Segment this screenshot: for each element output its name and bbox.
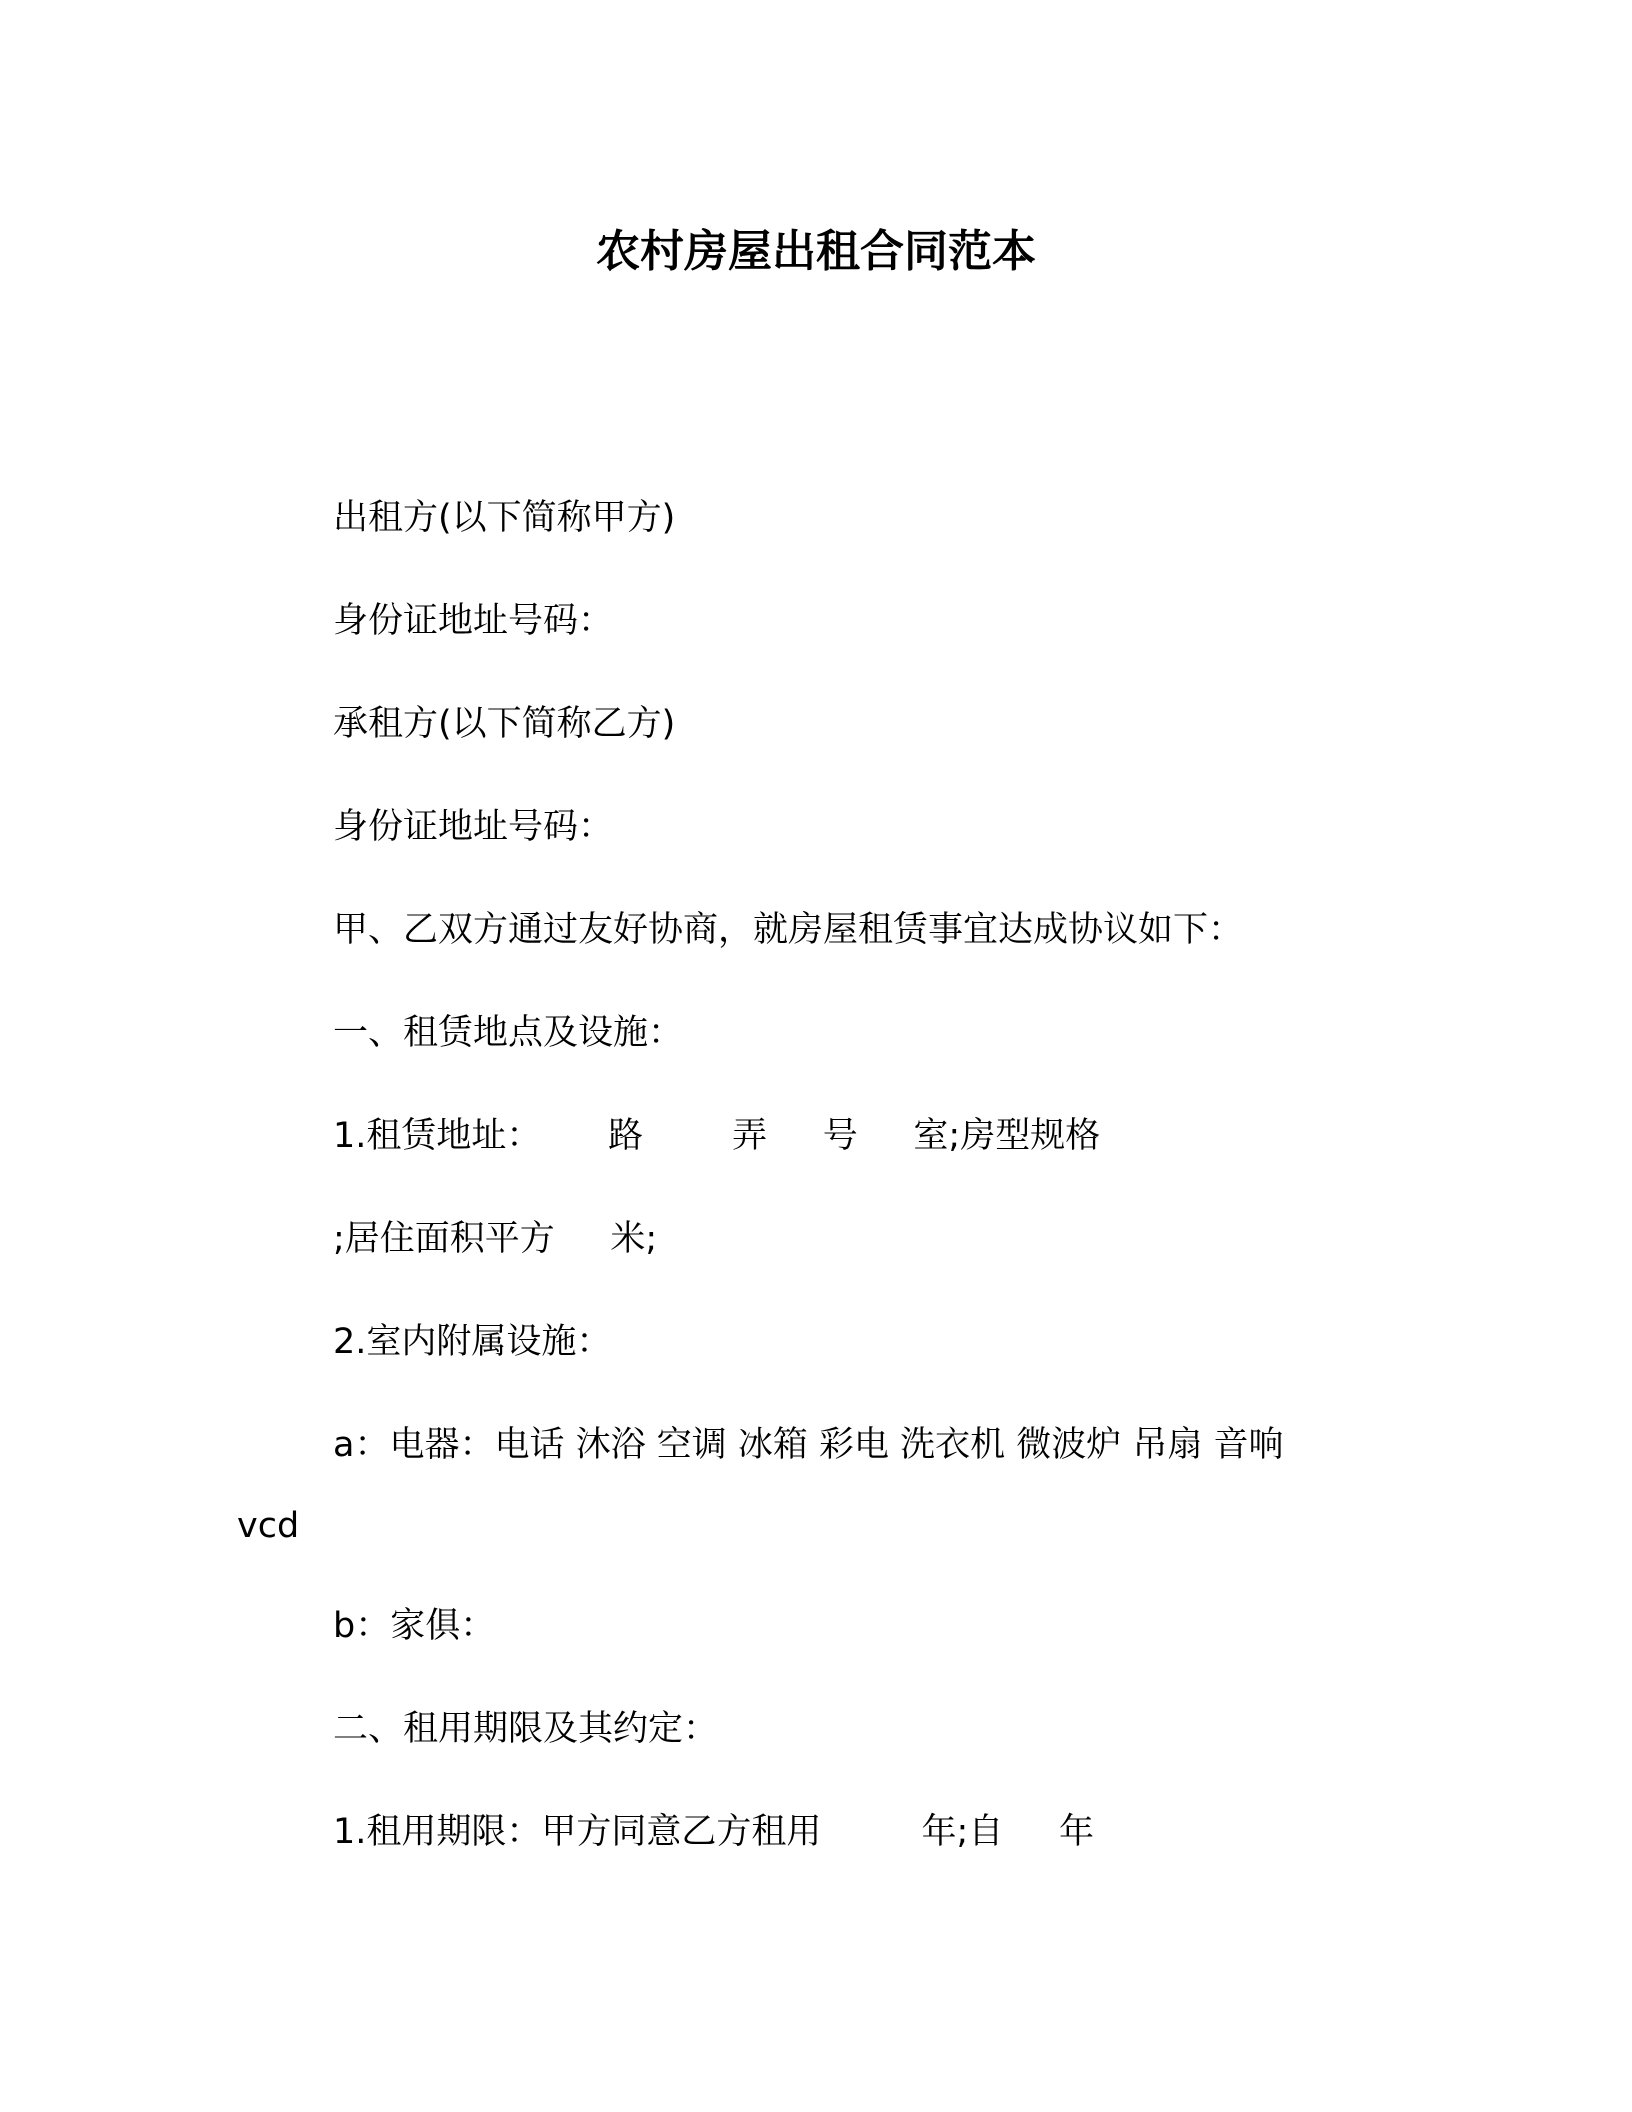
living-area-line: ;居住面积平方 米; — [333, 1219, 658, 1259]
furniture-line: b：家俱： — [333, 1606, 496, 1646]
facilities-line: 2.室内附属设施： — [333, 1322, 612, 1362]
lessee-id-line: 身份证地址号码： — [333, 807, 614, 847]
lease-term-line: 1.租用期限：甲方同意乙方租用 年;自 年 — [333, 1812, 1094, 1852]
appliances-line-wrap: vcd — [237, 1506, 300, 1546]
section-one-heading: 一、租赁地点及设施： — [333, 1013, 684, 1053]
lessee-line: 承租方(以下简称乙方) — [333, 704, 676, 744]
appliances-line: a：电器：电话 沐浴 空调 冰箱 彩电 洗衣机 微波炉 吊扇 音响 — [333, 1425, 1284, 1465]
rental-address-line: 1.租赁地址： 路 弄 号 室;房型规格 — [333, 1116, 1101, 1156]
lessor-id-line: 身份证地址号码： — [333, 601, 614, 641]
section-two-heading: 二、租用期限及其约定： — [333, 1709, 719, 1749]
agreement-intro-line: 甲、乙双方通过友好协商，就房屋租赁事宜达成协议如下： — [333, 910, 1244, 950]
document-title: 农村房屋出租合同范本 — [596, 226, 1036, 277]
lessor-line: 出租方(以下简称甲方) — [333, 498, 676, 538]
